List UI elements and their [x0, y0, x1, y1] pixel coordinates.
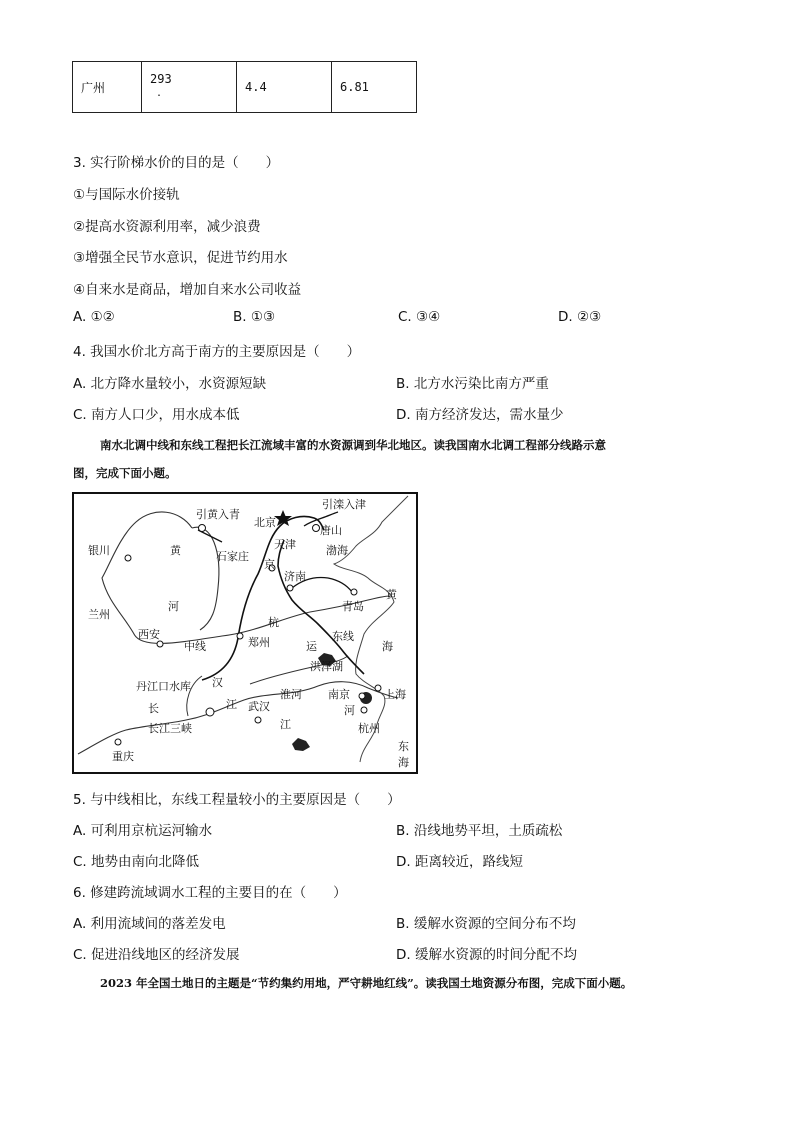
- label-han: 汉: [212, 676, 223, 689]
- table-cell-city: 广州: [73, 62, 142, 113]
- label-sanxia: 长江三峡: [148, 722, 192, 735]
- city-point-icon: [199, 525, 206, 532]
- label-danjiangkou: 丹江口水库: [136, 680, 191, 693]
- label-jing: 京: [264, 558, 275, 571]
- city-point-icon: [313, 525, 320, 532]
- label-beijing: 北京: [254, 516, 276, 529]
- q6-option-a[interactable]: A. 利用流域间的落差发电: [73, 916, 226, 932]
- q3-stem: 3. 实行阶梯水价的目的是（ ）: [73, 155, 280, 171]
- q4-stem: 4. 我国水价北方高于南方的主要原因是（ ）: [73, 344, 361, 360]
- city-point-icon: [255, 717, 261, 723]
- table-cell-col3: 4.4: [237, 62, 332, 113]
- three-gorges-dam-icon: [206, 708, 214, 716]
- city-point-icon: [115, 739, 121, 745]
- q6-stem: 6. 修建跨流域调水工程的主要目的在（ ）: [73, 885, 347, 901]
- q3-option-c[interactable]: C. ③④: [398, 309, 441, 325]
- label-yinhuang: 引黄入青: [196, 508, 240, 521]
- label-hang: 杭: [268, 616, 279, 629]
- city-point-icon: [287, 585, 293, 591]
- q3-option-d[interactable]: D. ②③: [558, 309, 602, 325]
- label-tangshan: 唐山: [320, 524, 342, 537]
- label-yinluan: 引滦入津: [322, 498, 366, 511]
- city-point-icon: [375, 685, 381, 691]
- south-north-water-diversion-map: [72, 492, 418, 774]
- q4-option-b[interactable]: B. 北方水污染比南方严重: [396, 376, 549, 392]
- label-chongqing: 重庆: [112, 750, 134, 763]
- label-dongxian: 东线: [332, 630, 354, 643]
- label-zhengzhou: 郑州: [248, 636, 270, 649]
- city-point-icon: [157, 641, 163, 647]
- q5-option-c[interactable]: C. 地势由南向北降低: [73, 854, 200, 870]
- price-bottom: .: [156, 88, 163, 99]
- q5-option-b[interactable]: B. 沿线地势平坦，土质疏松: [396, 823, 563, 839]
- label-lanzhou: 兰州: [88, 608, 110, 621]
- q5-stem: 5. 与中线相比，东线工程量较小的主要原因是（ ）: [73, 792, 401, 808]
- q3-option-a[interactable]: A. ①②: [73, 309, 115, 325]
- city-point-icon: [237, 633, 243, 639]
- label-dong: 东: [398, 740, 409, 753]
- q3-item-2: ②提高水资源利用率，减少浪费: [73, 219, 261, 235]
- intro-2-line-1: 2023 年全国土地日的主题是“节约集约用地，严守耕地红线”。读我国土地资源分布图，完成下面小题。: [100, 976, 633, 990]
- label-zhongxian: 中线: [184, 640, 206, 653]
- q6-option-b[interactable]: B. 缓解水资源的空间分布不均: [396, 916, 576, 932]
- label-shijiazhuang: 石家庄: [216, 550, 249, 563]
- q6-option-d[interactable]: D. 缓解水资源的时间分配不均: [396, 947, 577, 963]
- label-tianjin: 天津: [274, 538, 296, 551]
- label-jinan: 济南: [284, 570, 306, 583]
- table-cell-col4: 6.81: [332, 62, 417, 113]
- city-point-icon: [361, 707, 367, 713]
- q6-option-c[interactable]: C. 促进沿线地区的经济发展: [73, 947, 240, 963]
- q5-option-a[interactable]: A. 可利用京杭运河输水: [73, 823, 213, 839]
- label-he-2: 河: [344, 704, 355, 717]
- q4-option-c[interactable]: C. 南方人口少，用水成本低: [73, 407, 240, 423]
- intro-1-line-2: 图，完成下面小题。: [73, 466, 177, 480]
- city-point-icon: [125, 555, 131, 561]
- label-huang-sea: 黄: [386, 588, 397, 601]
- price-top: 293: [150, 72, 172, 86]
- q3-item-1: ①与国际水价接轨: [73, 187, 180, 203]
- label-hai: 海: [382, 640, 393, 653]
- label-jiang-1: 江: [226, 698, 237, 711]
- label-bohai: 渤海: [326, 544, 348, 557]
- label-yinchuan: 银川: [88, 544, 110, 557]
- water-price-table: [72, 61, 417, 113]
- label-qingdao: 青岛: [342, 600, 364, 613]
- label-huang-river-1: 黄: [170, 544, 181, 557]
- city-point-icon: [351, 589, 357, 595]
- q5-option-d[interactable]: D. 距离较近，路线短: [396, 854, 523, 870]
- label-nanjing: 南京: [328, 688, 350, 701]
- q4-option-a[interactable]: A. 北方降水量较小，水资源短缺: [73, 376, 267, 392]
- label-wuhan: 武汉: [248, 700, 270, 713]
- label-yun: 运: [306, 640, 317, 653]
- label-huaihe: 淮河: [280, 688, 302, 701]
- q3-item-4: ④自来水是商品，增加自来水公司收益: [73, 282, 302, 298]
- label-chang: 长: [148, 702, 159, 715]
- label-hangzhou: 杭州: [358, 722, 380, 735]
- label-he: 河: [168, 600, 179, 613]
- label-xian: 西安: [138, 628, 160, 641]
- city-point-icon: [359, 693, 365, 699]
- table-cell-price: [142, 62, 237, 113]
- label-jiang-2: 江: [280, 718, 291, 731]
- q3-option-b[interactable]: B. ①③: [233, 309, 276, 325]
- intro-1-line-1: 南水北调中线和东线工程把长江流域丰富的水资源调到华北地区。读我国南水北调工程部分线路示意: [100, 438, 606, 452]
- table-row: [73, 62, 417, 113]
- q3-item-3: ③增强全民节水意识，促进节约用水: [73, 250, 288, 266]
- label-hai-2: 海: [398, 756, 409, 769]
- label-shanghai: 上海: [384, 688, 406, 701]
- label-hongzehu: 洪泽湖: [310, 660, 343, 673]
- q4-option-d[interactable]: D. 南方经济发达，需水量少: [396, 407, 564, 423]
